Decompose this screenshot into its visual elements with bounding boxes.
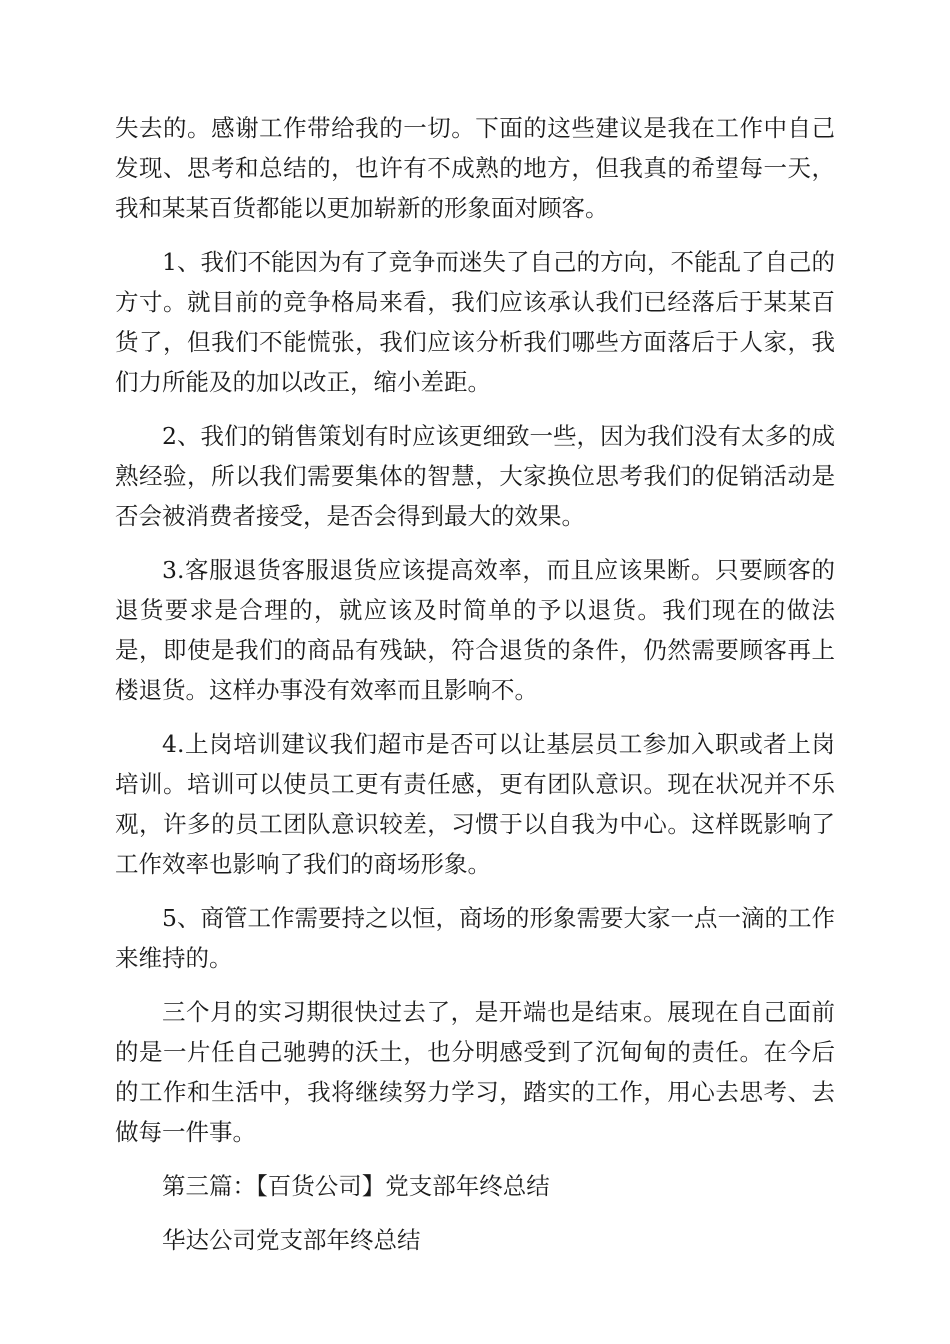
paragraph-continuation: 失去的。感谢工作带给我的一切。下面的这些建议是我在工作中自己发现、思考和总结的，也许有不成熟的地方，但我真的希望每一天，我和某某百货都能以更加崭新的形象面对顾客。 xyxy=(115,114,835,222)
paragraph-suggestion-1: 1、我们不能因为有了竞争而迷失了自己的方向，不能乱了自己的方寸。就目前的竞争格局来看，我们应该承认我们已经落后于某某百货了，但我们不能慌张，我们应该分析我们哪些方面落后于人家，我们力所能及的加以改正，缩小差距。 xyxy=(115,248,835,396)
section-heading: 第三篇：【百货公司】党支部年终总结 xyxy=(162,1172,550,1200)
paragraph-suggestion-2: 2、我们的销售策划有时应该更细致一些，因为我们没有太多的成熟经验，所以我们需要集体的智慧，大家换位思考我们的促销活动是否会被消费者接受，是否会得到最大的效果。 xyxy=(115,422,835,530)
paragraph-conclusion: 三个月的实习期很快过去了，是开端也是结束。展现在自己面前的是一片任自己驰骋的沃土，也分明感受到了沉甸甸的责任。在今后的工作和生活中，我将继续努力学习，踏实的工作，用心去思考、去做每一件事。 xyxy=(115,998,835,1146)
paragraph-suggestion-3: 3.客服退货客服退货应该提高效率，而且应该果断。只要顾客的退货要求是合理的，就应该及时简单的予以退货。我们现在的做法是，即使是我们的商品有残缺，符合退货的条件，仍然需要顾客再上楼退货。这样办事没有效率而且影响不。 xyxy=(115,556,835,704)
paragraph-suggestion-4: 4.上岗培训建议我们超市是否可以让基层员工参加入职或者上岗培训。培训可以使员工更有责任感，更有团队意识。现在状况并不乐观，许多的员工团队意识较差，习惯于以自我为中心。这样既影响了工作效率也影响了我们的商场形象。 xyxy=(115,730,835,878)
section-subheading: 华达公司党支部年终总结 xyxy=(162,1226,421,1254)
document-body xyxy=(115,108,835,1274)
paragraph-suggestion-5: 5、商管工作需要持之以恒，商场的形象需要大家一点一滴的工作来维持的。 xyxy=(115,904,835,972)
